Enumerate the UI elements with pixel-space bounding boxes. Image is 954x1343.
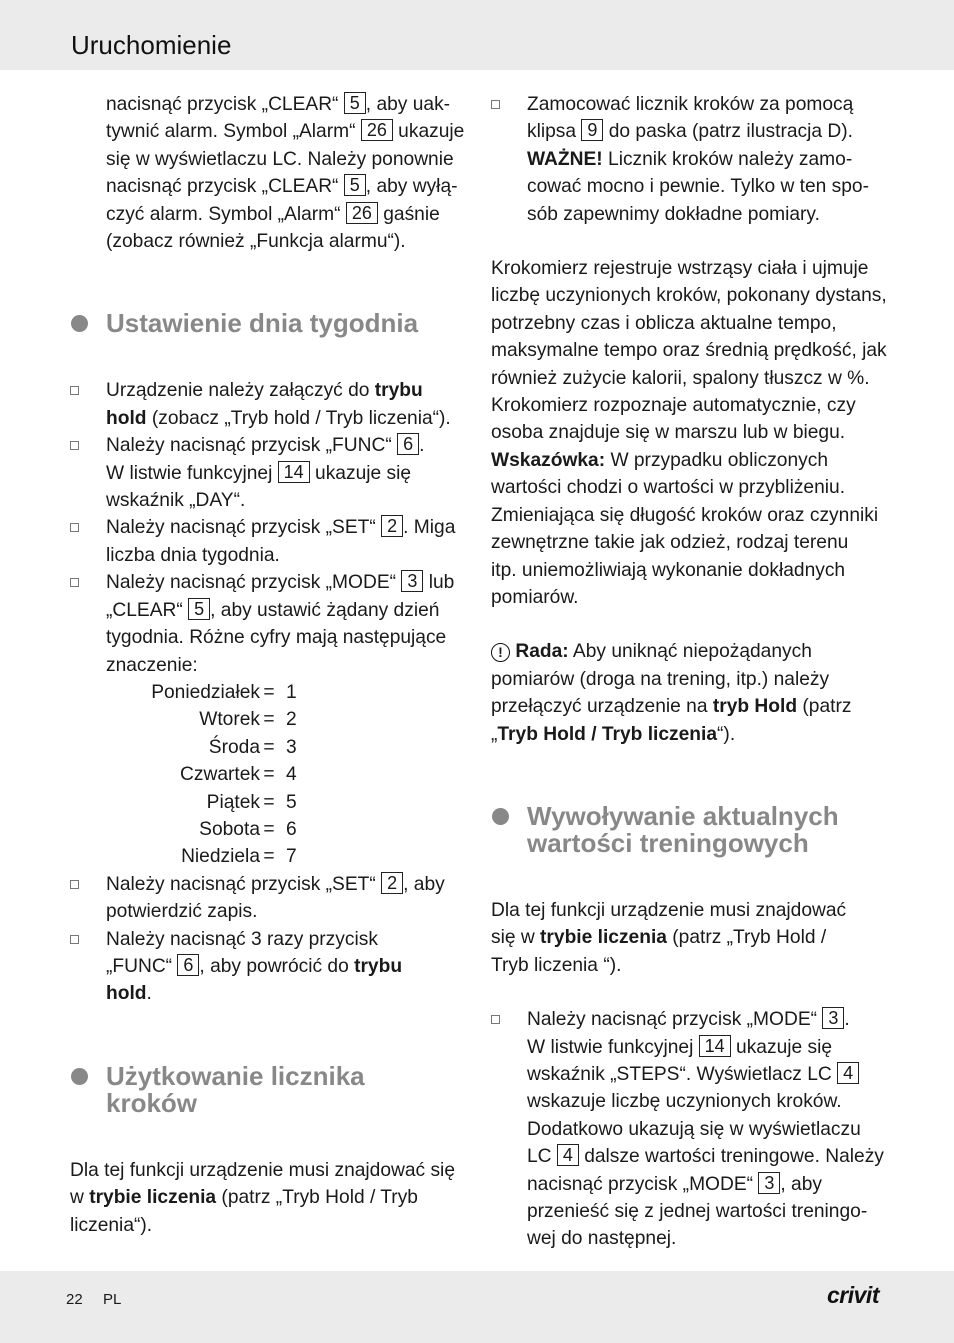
ref-number-box: 9: [581, 119, 603, 141]
counting-mode-paragraph-right: Dla tej funkcji urządzenie musi znajdować się w trybie liczenia (patrz „Tryb Hold / Tryb liczenia “).: [491, 899, 847, 976]
checkbox-square-icon: [70, 578, 79, 587]
section-heading-step-counter: Użytkowanie licznika kroków: [70, 1063, 470, 1117]
list-item: Należy nacisnąć przycisk „MODE“ 3 lub „CLEAR“ 5 , aby ustawić żądany dzień tygodnia. Różne cyfry mają następujące znaczenie:: [70, 569, 470, 679]
list-item: Należy nacisnąć przycisk „SET“ 2 . Miga liczba dnia tygodnia.: [70, 514, 470, 569]
ref-number-box: 4: [837, 1062, 859, 1084]
ref-number-box: 26: [346, 202, 378, 224]
ref-number-box: 6: [397, 433, 419, 455]
checkbox-square-icon: [491, 100, 500, 109]
weekday-row: Czwartek = 4: [180, 764, 297, 786]
ref-number-box: 2: [381, 872, 403, 894]
list-item: Zamocować licznik kroków za pomocą klipsa 9 do paska (patrz ilustracja D). WAŻNE! Licznik kroków należy zamo- cować mocno i pewnie. Tylko w ten spo- sób zapewnimy dokładne pomiary.: [491, 91, 891, 228]
checkbox-square-icon: [70, 441, 79, 450]
checkbox-square-icon: [70, 880, 79, 889]
weekday-row: Sobota = 6: [199, 818, 297, 840]
ref-number-box: 4: [557, 1144, 579, 1166]
weekday-row: Niedziela = 7: [181, 846, 297, 868]
bullet-dot-icon: [71, 1068, 88, 1085]
weekday-row: Środa = 3: [208, 736, 297, 758]
ref-number-box: 3: [822, 1007, 844, 1029]
counting-mode-paragraph: Dla tej funkcji urządzenie musi znajdować się w trybie liczenia (patrz „Tryb Hold / Tryb liczenia“).: [70, 1159, 455, 1236]
ref-number-box: 14: [699, 1035, 731, 1057]
tip-paragraph: ! Rada: Aby uniknąć niepożądanych pomiarów (droga na trening, itp.) należy przełączyć urządzenie na tryb Hold (patrz „Tryb Hold / Tryb liczenia“).: [491, 641, 852, 745]
ref-number-box: 5: [344, 174, 366, 196]
ref-number-box: 26: [361, 119, 393, 141]
brand-logo: crivit: [827, 1282, 879, 1308]
pedometer-description-paragraph: Krokomierz rejestruje wstrząsy ciała i ujmuje liczbę uczynionych kroków, pokonany dystans, potrzebny czas i oblicza aktualne tempo, maksymalne tempo oraz średnią prędkość, jak również zużycie kalorii, spalony tłuszcz w %. Krokomierz rozpoznaje automatycznie, czy osoba znajduje się w marszu lub w biegu. Wskazówka: W przypadku obliczonych wartości chodzi o wartości w przybliżeniu. Zmieniająca się długość kroków oraz czynniki zewnętrzne takie jak odzież, rodzaj terenu itp. uniemożliwiają wykonanie dokładnych pomiarów.: [491, 258, 887, 608]
exclamation-circle-icon: !: [491, 643, 510, 662]
weekday-row: Piątek = 5: [206, 791, 297, 813]
section-heading-weekday: Ustawienie dnia tygodnia: [70, 310, 470, 337]
weekday-row: Wtorek = 2: [199, 709, 297, 731]
alarm-intro-paragraph: nacisnąć przycisk „CLEAR“ 5 , aby uak- tywnić alarm. Symbol „Alarm“ 26 ukazuje się w wyświetlaczu LC. Należy ponownie nacisnąć przycisk „CLEAR“ 5 , aby wyłą- czyć alarm. Symbol „Alarm“ 26 gaśnie (zobacz również „Funkcja alarmu“).: [106, 93, 465, 253]
list-item: Należy nacisnąć 3 razy przycisk „FUNC“ 6 , aby powrócić do trybu hold.: [70, 926, 470, 1008]
page-number: 22: [66, 1291, 83, 1308]
list-item: Należy nacisnąć przycisk „SET“ 2 , aby potwierdzić zapis.: [70, 871, 470, 926]
list-item: Należy nacisnąć przycisk „FUNC“ 6 . W listwie funkcyjnej 14 ukazuje się wskaźnik „DAY“.: [70, 432, 470, 514]
ref-number-box: 6: [177, 954, 199, 976]
ref-number-box: 3: [401, 570, 423, 592]
checkbox-square-icon: [70, 523, 79, 532]
section-heading-training-values: Wywoływanie aktualnych wartości treningowych: [491, 803, 891, 857]
ref-number-box: 14: [278, 461, 310, 483]
weekday-row: Poniedziałek = 1: [151, 681, 297, 703]
checkbox-square-icon: [491, 1015, 500, 1024]
right-column: [491, 91, 891, 1253]
left-column: [70, 91, 470, 1239]
footer-band: [0, 1271, 954, 1343]
language-code: PL: [103, 1291, 122, 1308]
ref-number-box: 5: [344, 92, 366, 114]
bullet-dot-icon: [71, 315, 88, 332]
checkbox-square-icon: [70, 386, 79, 395]
weekday-table: [70, 679, 470, 871]
ref-number-box: 2: [381, 515, 403, 537]
list-item: Urządzenie należy załączyć do trybu hold (zobacz „Tryb hold / Tryb liczenia“).: [70, 377, 470, 432]
checkbox-square-icon: [70, 935, 79, 944]
bullet-dot-icon: [492, 808, 509, 825]
list-item: Należy nacisnąć przycisk „MODE“ 3 . W listwie funkcyjnej 14 ukazuje się wskaźnik „STEPS“. Wyświetlacz LC 4 wskazuje liczbę uczynionych kroków. Dodatkowo ukazują się w wyświetlaczu LC 4 dalsze wartości treningowe. Należy nacisnąć przycisk „MODE“ 3 , aby przenieść się z jednej wartości treningo- wej do następnej.: [491, 1006, 891, 1253]
ref-number-box: 5: [188, 598, 210, 620]
ref-number-box: 3: [758, 1172, 780, 1194]
page-title: Uruchomienie: [71, 30, 232, 60]
